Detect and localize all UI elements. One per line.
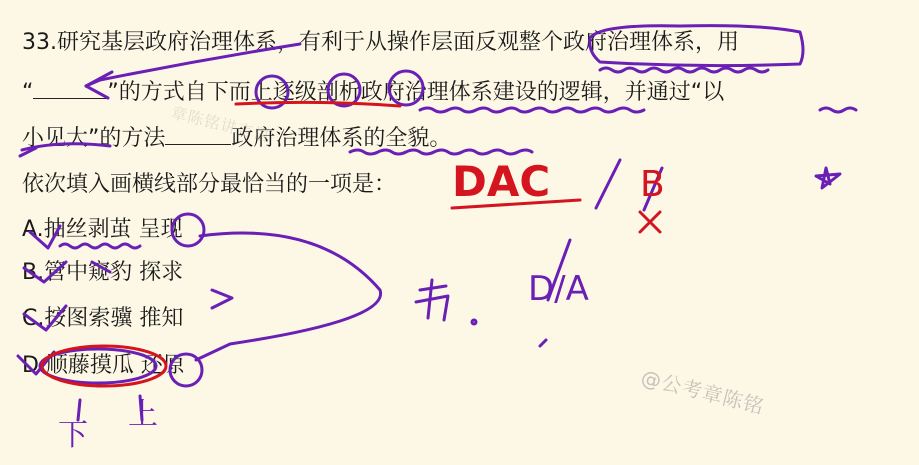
mark-xia: 下 [58,418,88,453]
answer-dac: DAC [452,157,551,206]
red-x [640,212,660,232]
question-line-1 [22,28,739,58]
question-text-2: ”的方式自下而上逐级剖析政府治理体系建设的逻辑，并通过“以 [107,80,725,105]
question-text-3a: 小见大”的方法 [22,126,166,151]
faint-watermark: 章陈铭讲言语 [168,102,273,147]
answer-b: B [640,164,665,205]
question-line-2 [22,78,724,108]
option-a: A.抽丝剥茧 呈现 [22,217,183,242]
scribble-mid [416,280,448,320]
question-text-1: 33.研究基层政府治理体系，有利于从操作层面反观整个政府治理体系，用 [22,30,739,55]
mark-shang: 上 [128,397,158,432]
blank-1 [33,78,107,99]
question-prompt [22,170,396,200]
bracket-c [212,290,232,308]
squiggle-top [600,68,768,72]
watermark: @公考章陈铭 [638,365,767,419]
slash-2 [644,168,662,210]
underline-luoji [420,108,644,112]
answer-da: D/A [528,269,589,309]
option-b: B.管中窥豹 探求 [22,260,184,285]
question-text-3b: 政府治理体系的全貌。 [231,126,452,151]
star-mark [816,168,840,188]
option-d: D.顺藤摸瓜 还原 [22,353,185,378]
slash-1 [596,160,620,208]
option-c: C.按图索骥 推知 [22,306,184,331]
bracket-curve [196,233,381,360]
prompt-text: 依次填入画横线部分最恰当的一项是： [22,172,397,197]
quote-open: “ [22,80,34,105]
